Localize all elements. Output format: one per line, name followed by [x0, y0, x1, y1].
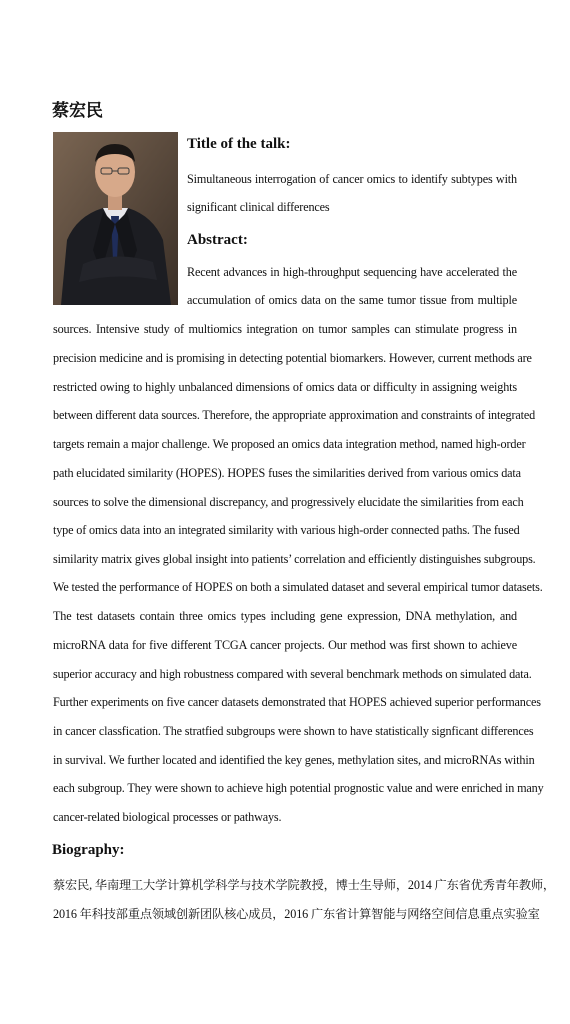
abstract-heading: Abstract: [187, 232, 248, 248]
title-heading: Title of the talk: [187, 136, 291, 152]
abstract-line: restricted owing to highly unbalanced dimensions of omics data or difficulty in assigning weights [53, 380, 517, 394]
speaker-photo [53, 132, 178, 305]
abstract-line: superior accuracy and high robustness compared with several benchmark methods on simulated data. [53, 667, 532, 681]
title-line-2: significant clinical differences [187, 200, 330, 214]
abstract-line: cancer-related biological processes or pathways. [53, 810, 282, 824]
abstract-line: accumulation of omics data on the same tumor tissue from multiple [187, 293, 517, 307]
abstract-line: in survival. We further located and identified the key genes, methylation sites, and microRNAs within [53, 753, 535, 767]
speaker-portrait-image [53, 132, 178, 305]
abstract-line: We tested the performance of HOPES on both a simulated dataset and several empirical tumor datasets. [53, 580, 543, 594]
abstract-line: The test datasets contain three omics types including gene expression, DNA methylation, and [53, 609, 517, 623]
abstract-line: sources. Intensive study of multiomics integration on tumor samples can stimulate progress in [53, 322, 517, 336]
abstract-line: between different data sources. Therefore, the appropriate approximation and constraints of integrated [53, 408, 536, 422]
abstract-line: precision medicine and is promising in detecting potential biomarkers. However, current methods are [53, 351, 532, 365]
abstract-line: similarity matrix gives global insight into patients’ correlation and efficiently distinguishes subgroups. [53, 552, 536, 566]
abstract-line: type of omics data into an integrated similarity with various high-order connected paths. The fused [53, 523, 520, 537]
abstract-line: Recent advances in high-throughput sequencing have accelerated the [187, 265, 517, 279]
abstract-line: microRNA data for five different TCGA cancer projects. Our method was first shown to achieve [53, 638, 517, 652]
abstract-line: each subgroup. They were shown to achieve high potential prognostic value and were enriched in many [53, 781, 544, 795]
abstract-line: path elucidated similarity (HOPES). HOPES fuses the similarities derived from various omics data [53, 466, 521, 480]
abstract-line: Further experiments on five cancer datasets demonstrated that HOPES achieved superior performances [53, 695, 541, 709]
title-line-1: Simultaneous interrogation of cancer omics to identify subtypes with [187, 172, 517, 186]
speaker-name: 蔡宏民 [52, 101, 103, 120]
biography-line: 2016 年科技部重点领域创新团队核心成员，2016 广东省计算智能与网络空间信息重点实验室 [53, 907, 540, 921]
biography-heading: Biography: [52, 842, 125, 858]
abstract-line: in cancer classfication. The stratfied subgroups were shown to have statistically signficant differences [53, 724, 534, 738]
abstract-line: sources to solve the dimensional discrepancy, and progressively elucidate the similarities from each [53, 495, 524, 509]
abstract-line: targets remain a major challenge. We proposed an omics data integration method, named high-order [53, 437, 526, 451]
biography-line: 蔡宏民, 华南理工大学计算机学科学与技术学院教授，博士生导师，2014 广东省优秀青年教师， [53, 878, 555, 892]
